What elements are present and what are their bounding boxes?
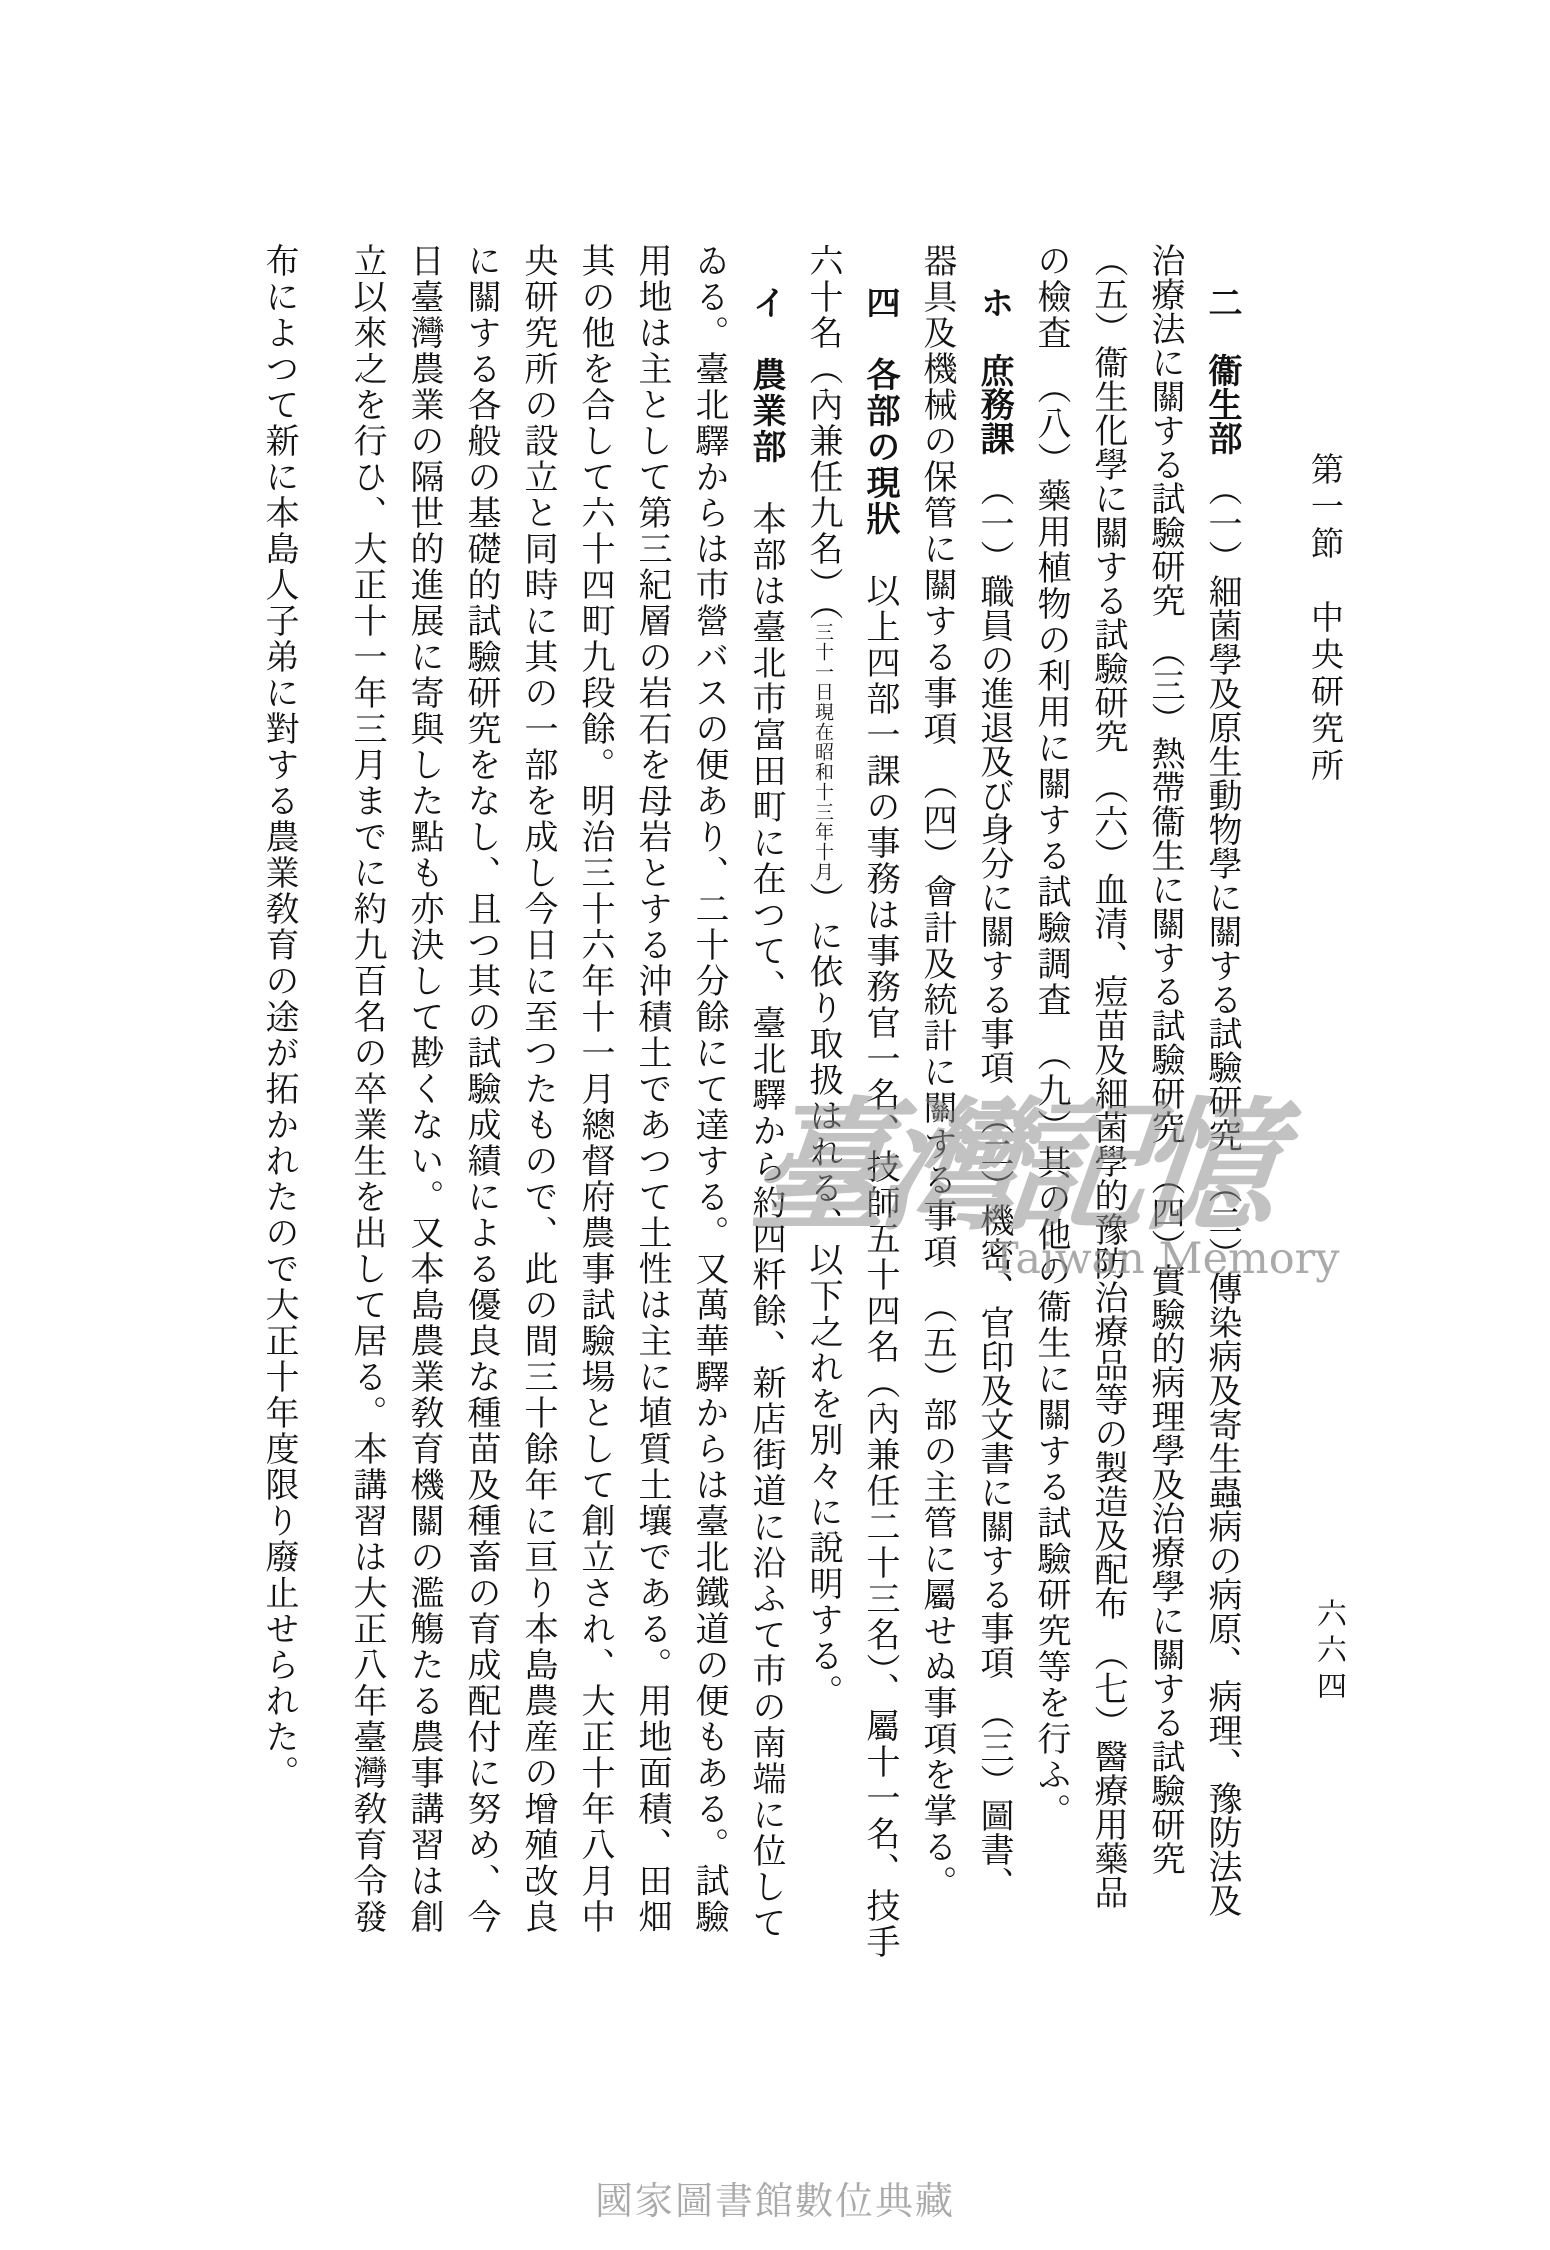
text-column-9: イ 農業部 本部は臺北市富田町に在つて、臺北驛から約四粁餘、新店街道に沿ふて市の南端に位して [746, 285, 786, 1941]
text-column-3: （五）衞生化學に關する試驗研究 （六）血清、痘苗及細菌學的豫防治療品等の製造及配布 （七）醫療用藥品 [1088, 243, 1128, 1909]
text-column-2: 治療法に關する試驗研究 （三）熱帶衞生に關する試驗研究 （四）實驗的病理學及治療學に關する試驗研究 [1145, 243, 1185, 1875]
footer-library-caption: 國家圖書館數位典藏 [594, 2181, 955, 2223]
page-number: 六六四 [1311, 1598, 1346, 1706]
text-column-4: の檢査 （八）藥用植物の利用に關する試驗調査 （九）其の他の衞生に關する試驗研究等を行ふ。 [1031, 243, 1071, 1829]
text-column-14: に關する各般の基礎的試驗研究をなし、且つ其の試驗成績による優良な種苗及種畜の育成配付に努め、今 [461, 243, 501, 1935]
watermark-latin-text: Taiwan Memory [990, 1234, 1340, 1284]
text-column-8: 六十名（內兼任九名）（ 昭和十三年十月 三十一日現在 ）に依り取扱はれる、以下之れを別々に說明する。 [803, 243, 843, 1710]
text-column-6: 器具及機械の保管に關する事項 （四）會計及統計に關する事項 （五）部の主管に屬せぬ事項を掌る。 [917, 243, 957, 1901]
text-column-12: 其の他を合して六十四町九段餘。明治三十六年十一月總督府農事試驗場として創立され、大正十年八月中 [575, 243, 615, 1935]
text-column-13: 央研究所の設立と同時に其の一部を成し今日に至つたもので、此の間三十餘年に亘り本島農産の增殖改良 [518, 243, 558, 1935]
inline-date-annotation: 昭和十三年十月 三十一日現在 [812, 622, 834, 882]
text-column-16: 立以來之を行ひ、大正十一年三月までに約九百名の卒業生を出して居る。本講習は大正八年臺灣敎育令發 [347, 243, 387, 1935]
text-column-1: 二 衞生部 （一）細菌學及原生動物學に關する試驗研究 （二）傳染病及寄生蟲病の病原、病理、豫防法及 [1202, 285, 1242, 1917]
margin-section-header: 第一節 中央研究所 [1306, 452, 1345, 785]
watermark-cjk-text: 臺灣記憶 [743, 1084, 1273, 1250]
text-column-7: 四 各部の現狀 以上四部一課の事務は事務官一名、技師五十四名（內兼任二十三名）、屬十一名、技手 [860, 285, 900, 1960]
text-column-5: ホ 庶務課 （一）職員の進退及び身分に關する事項 （二）機密、官印及文書に關する事項 （三）圖書、 [974, 285, 1014, 1900]
text-column-10: ゐる。臺北驛からは市營バスの便あり、二十分餘にて達する。又萬華驛からは臺北鐵道の便もある。試驗 [689, 243, 729, 1935]
text-column-17: 布によつて新に本島人子弟に對する農業敎育の途が拓かれたので大正十年度限り廢止せられた。 [259, 243, 299, 1791]
text-column-15: 日臺灣農業の隔世的進展に寄與した點も亦決して尠くない。又本島農業敎育機關の濫觴たる農事講習は創 [404, 243, 444, 1935]
body-text-columns [242, 243, 1242, 1958]
text-column-11: 用地は主として第三紀層の岩石を母岩とする沖積土であつて土性は主に埴質土壤である。用地面積、田畑 [632, 243, 672, 1935]
